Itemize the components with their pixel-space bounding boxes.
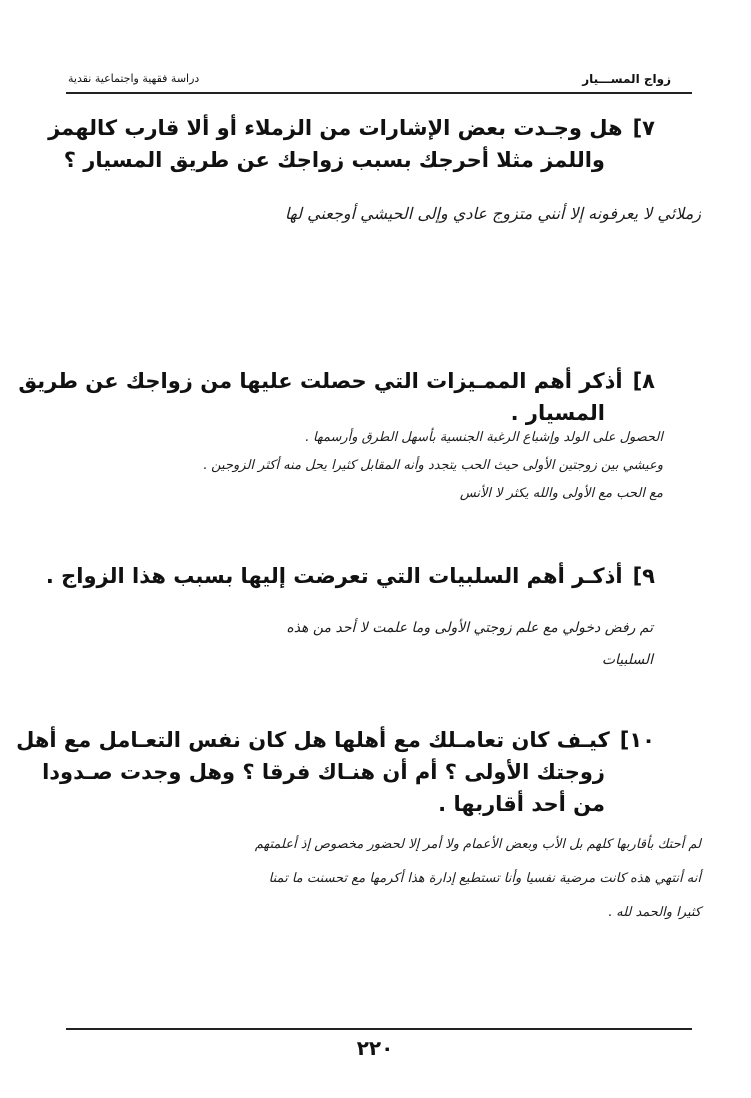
- question-line: أذكر أهم الممـيزات التي حصلت عليها من زواجك عن طريق: [18, 369, 623, 393]
- question-8: [18, 365, 655, 429]
- question-number: ٩]: [632, 564, 655, 588]
- running-header-subtitle: دراسة فقهية واجتماعية نقدية: [68, 72, 200, 85]
- question-line: هل وجـدت بعض الإشارات من الزملاء أو ألا قارب كالهمز: [48, 116, 623, 140]
- running-header-title: زواج المســـيار: [582, 72, 671, 86]
- answer-line: لم أحتك بأقاربها كلهم بل الأب وبعض الأعمام ولا أمر إلا لحضور مخصوص إذ أعلمتهم: [254, 837, 701, 852]
- question-9: [46, 560, 655, 592]
- question-number: ٨]: [632, 369, 655, 393]
- handwritten-answer-10: [255, 828, 701, 930]
- answer-line: تم رفض دخولي مع علم زوجتي الأولى وما علمت لا أحد من هذه: [286, 620, 653, 636]
- header-rule: [66, 92, 692, 94]
- footer-rule: [66, 1028, 692, 1030]
- answer-line: الحصول على الولد وإشباع الرغبة الجنسية بأسهل الطرق وأرسمها .: [304, 430, 663, 445]
- question-number: ١٠]: [619, 728, 655, 752]
- answer-line: وعيشي بين زوجتين الأولى حيث الحب يتجدد وأنه المقابل كثيرا يحل منه أكثر الزوجين .: [202, 458, 663, 473]
- handwritten-answer-7: [285, 200, 701, 227]
- question-line: كيـف كان تعامـلك مع أهلها هل كان نفس التعـامل مع أهل: [16, 728, 610, 752]
- question-line: المسيار .: [510, 401, 605, 425]
- answer-line: أنه أنتهي هذه كانت مرضية نفسيا وأنا تستطيع إدارة هذا أكرمها مع تحسنت ما تمنا: [268, 871, 701, 886]
- question-line: زوجتك الأولى ؟ أم أن هنـاك فرقا ؟ وهل وجدت صـدودا: [42, 760, 605, 784]
- question-line: واللمز مثلا أحرجك بسبب زواجك عن طريق المسيار ؟: [63, 148, 605, 172]
- question-10: [16, 724, 655, 820]
- answer-line: كثيرا والحمد لله .: [607, 905, 701, 920]
- question-line: من أحد أقاربها .: [438, 792, 605, 816]
- page-number: ٢٢٠: [356, 1036, 394, 1060]
- handwritten-answer-8: [203, 424, 663, 508]
- question-line: أذكـر أهم السلبيات التي تعرضت إليها بسبب هذا الزواج .: [45, 564, 623, 588]
- handwritten-answer-9: [286, 612, 653, 676]
- answer-line: مع الحب مع الأولى والله يكثر لا الأنس: [459, 486, 663, 501]
- question-7: [48, 112, 655, 176]
- answer-line: السلبيات: [601, 652, 653, 668]
- answer-line: زملائي لا يعرفونه إلا أنني متزوج عادي وإلى الحيشي أوجعني لها: [284, 204, 701, 223]
- question-number: ٧]: [632, 116, 655, 140]
